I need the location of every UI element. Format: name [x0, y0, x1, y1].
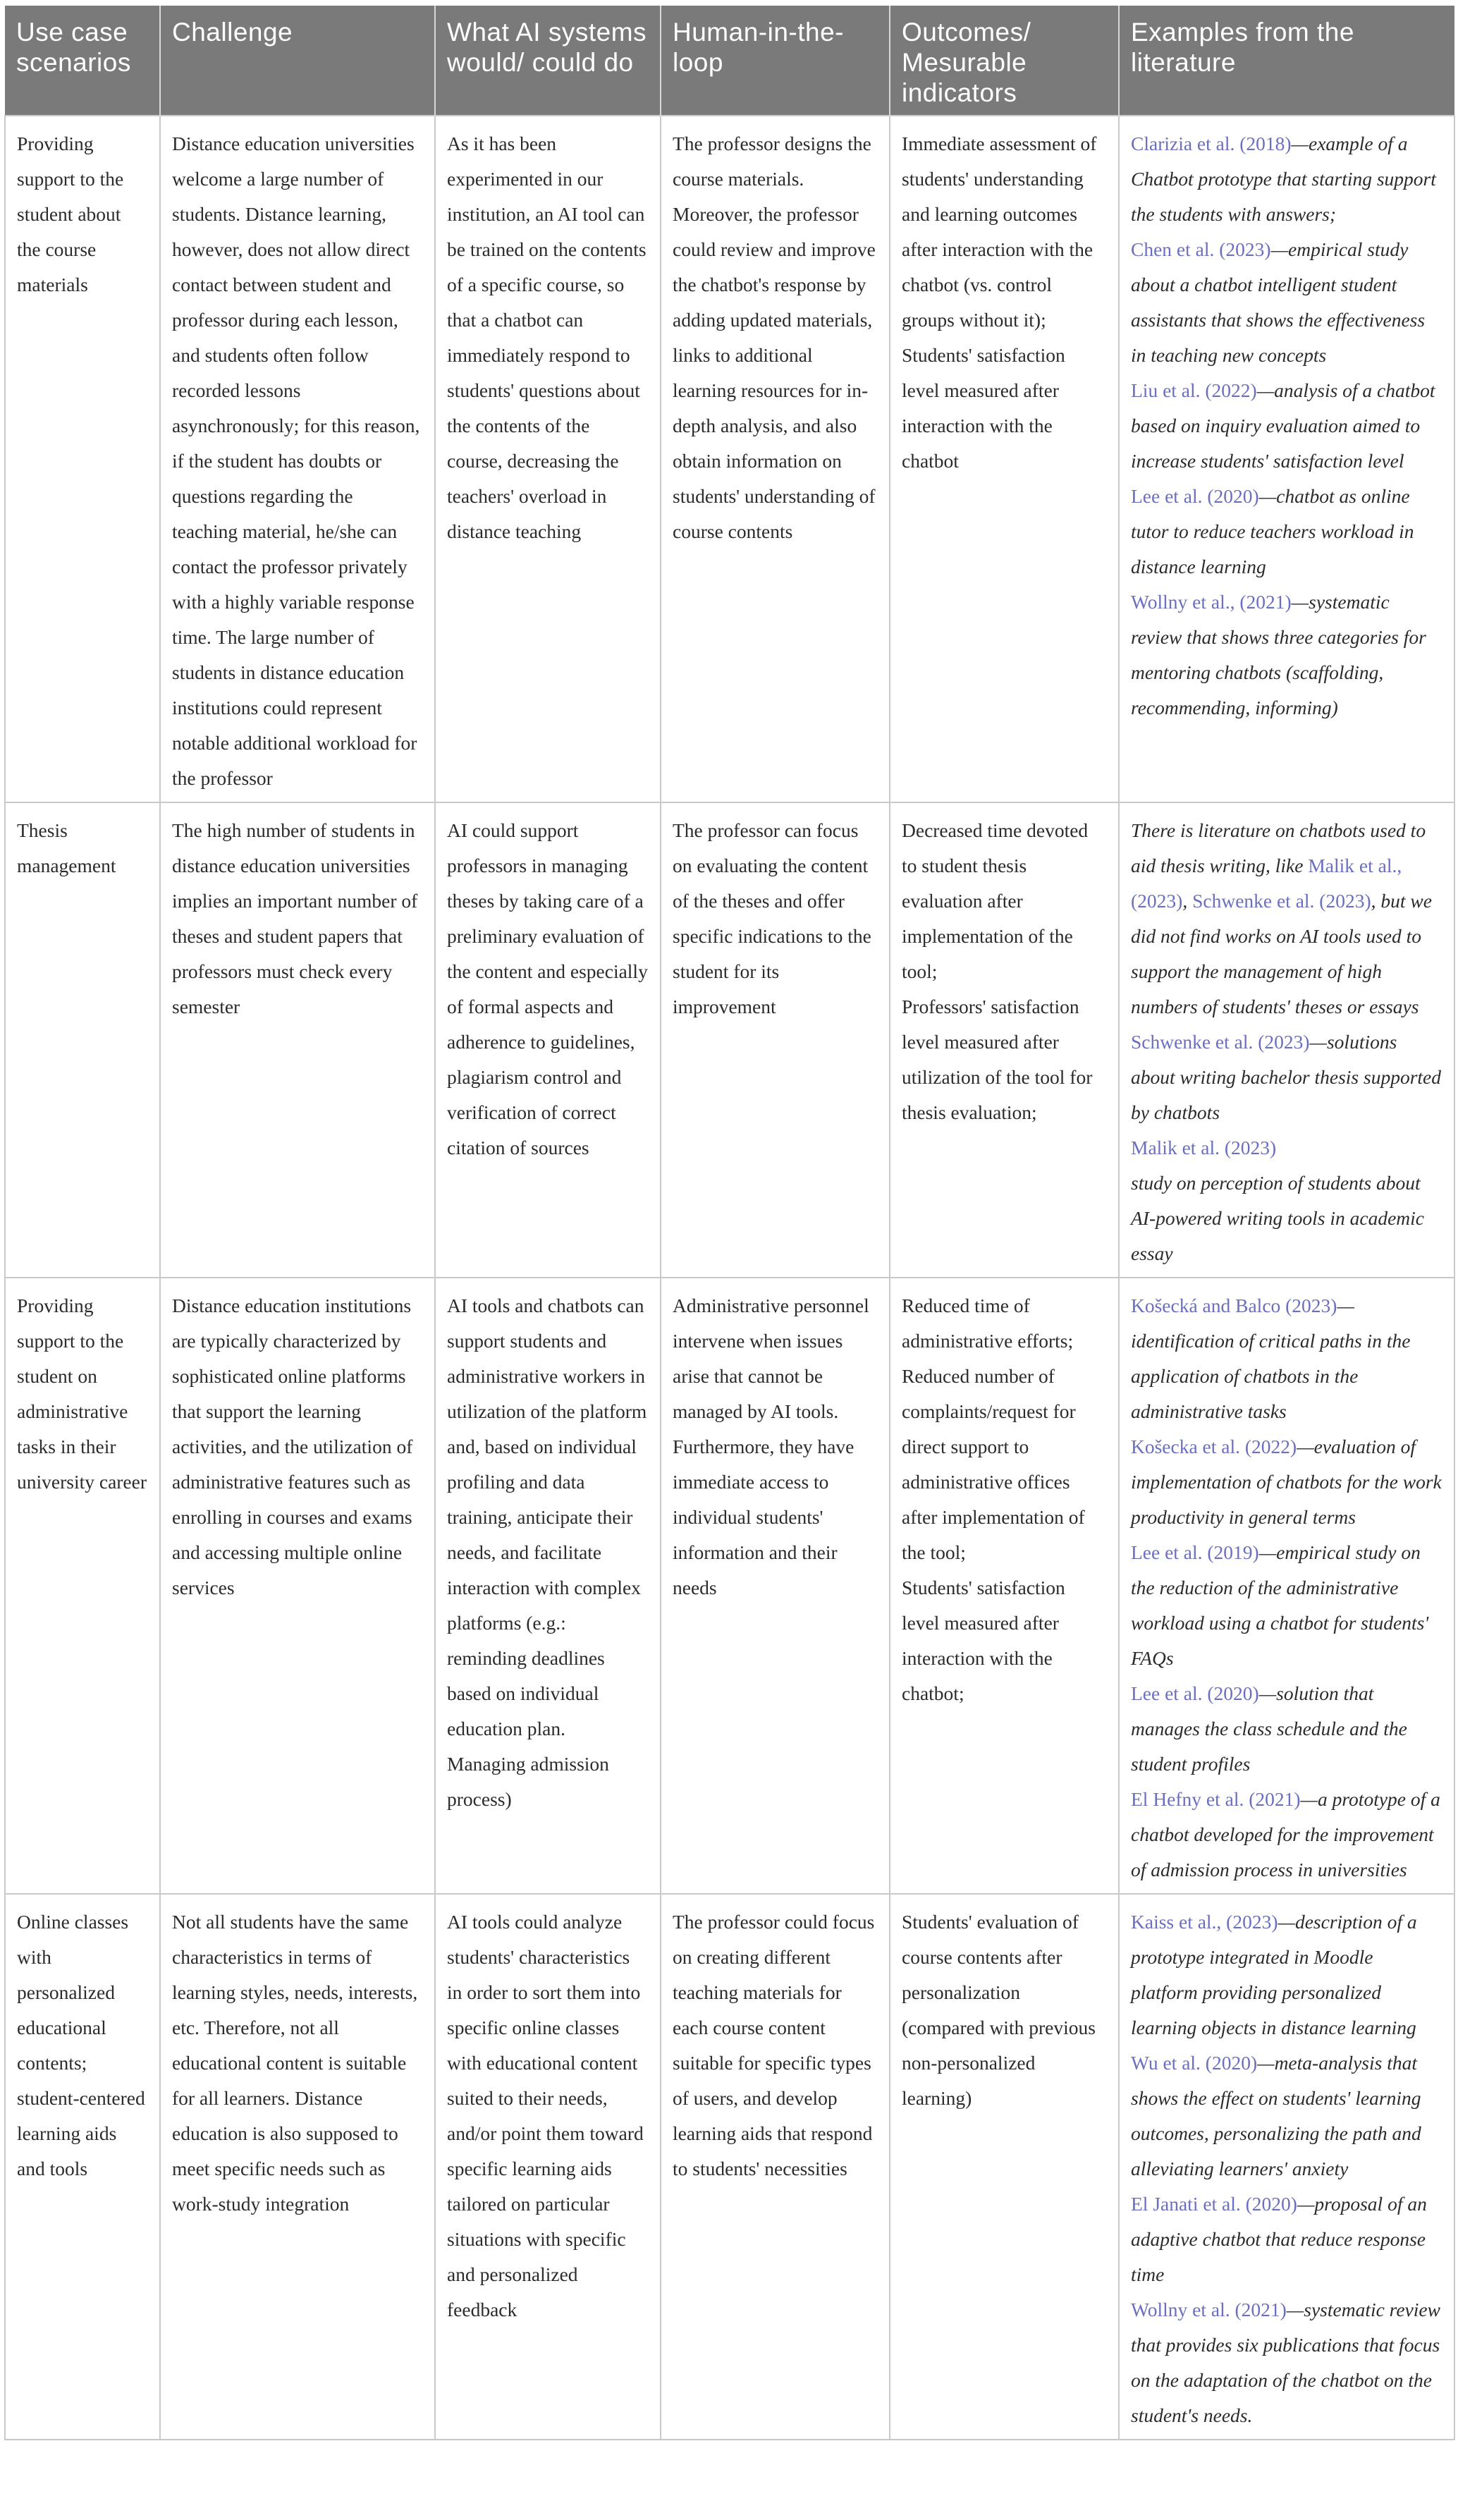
example-description: —evaluation of implementation of chatbots for the work productivity in general terms	[1131, 1436, 1442, 1528]
reference-link[interactable]: Košecka et al. (2022)	[1131, 1436, 1297, 1457]
example-description: —systematic review that provides six publications that focus on the adaptation of the chatbot on the student's needs.	[1131, 2299, 1440, 2426]
reference-link[interactable]: Wu et al. (2020)	[1131, 2052, 1258, 2074]
reference-link[interactable]: Košecká and Balco (2023)	[1131, 1295, 1337, 1316]
example-description: —empirical study on the reduction of the administrative workload using a chatbot for students' FAQs	[1131, 1541, 1429, 1669]
reference-link[interactable]: Chen et al. (2023)	[1131, 238, 1271, 260]
example-description: —systematic review that shows three categories for mentoring chatbots (scaffolding, recommending, informing)	[1131, 591, 1426, 718]
example-description: —proposal of an adaptive chatbot that reduce response time	[1131, 2193, 1427, 2285]
header-row	[5, 6, 1454, 116]
human-cell: The professor can focus on evaluating the content of the theses and offer specific indications to the student for its improvement	[661, 802, 890, 1278]
example-description: —analysis of a chatbot based on inquiry evaluation aimed to increase students' satisfaction level	[1131, 379, 1435, 472]
example-description: —a prototype of a chatbot developed for the improvement of admission process in universities	[1131, 1788, 1440, 1880]
human-cell: Administrative personnel intervene when issues arise that cannot be managed by AI tools. Furthermore, they have immediate access to individual students' information and their needs	[661, 1278, 890, 1894]
use-case-table	[4, 6, 1455, 2440]
example-item	[1131, 1535, 1442, 1676]
outcome-item: Students' satisfaction level measured after interaction with the chatbot;	[902, 1577, 1065, 1704]
outcomes-cell	[890, 802, 1119, 1278]
example-item	[1131, 126, 1442, 232]
intro-separator: ,	[1182, 890, 1193, 912]
example-item	[1131, 2186, 1442, 2292]
human-cell: The professor designs the course materials. Moreover, the professor could review and improve the chatbot's response by adding updated materials, links to additional learning resources for in-depth analysis, and also obtain information on students' understanding of course contents	[661, 116, 890, 802]
reference-link[interactable]: Wollny et al., (2021)	[1131, 591, 1292, 613]
header-use-case: Use case scenarios	[5, 6, 160, 116]
scenario-cell: Thesis management	[5, 802, 160, 1278]
example-item	[1131, 1288, 1442, 1429]
example-description: —description of a prototype integrated in Moodle platform providing personalized learning objects in distance learning	[1131, 1911, 1417, 2038]
intro-text: There is literature on chatbots used to aid thesis writing, like	[1131, 819, 1426, 876]
example-item	[1131, 373, 1442, 479]
reference-link[interactable]: Wollny et al. (2021)	[1131, 2299, 1287, 2320]
human-cell: The professor could focus on creating different teaching materials for each course content suitable for specific types of users, and develop learning aids that respond to students' necessities	[661, 1894, 890, 2440]
example-item	[1131, 1429, 1442, 1535]
example-item	[1131, 1782, 1442, 1888]
challenge-cell: Distance education institutions are typically characterized by sophisticated online platforms that support the learning activities, and the utilization of administrative features such as enrolling in courses and exams and accessing multiple online services	[160, 1278, 435, 1894]
example-description: —example of a Chatbot prototype that starting support the students with answers;	[1131, 133, 1436, 225]
reference-link[interactable]: Lee et al. (2020)	[1131, 1682, 1259, 1704]
outcome-item: Students' evaluation of course contents after personalization (compared with previous non-personalized learning)	[902, 1911, 1096, 2109]
table-row	[5, 802, 1454, 1278]
reference-link[interactable]: Malik et al. (2023)	[1131, 1137, 1277, 1158]
reference-link[interactable]: Liu et al. (2022)	[1131, 379, 1257, 401]
ai-cell: AI tools and chatbots can support students and administrative workers in utilization of the platform and, based on individual profiling and data training, anticipate their needs, and facilitate interaction with complex platforms (e.g.: reminding deadlines based on individual education plan. Managing admission process)	[435, 1278, 661, 1894]
example-item	[1131, 585, 1442, 726]
example-description: —meta-analysis that shows the effect on students' learning outcomes, personalizing the path and alleviating learners' anxiety	[1131, 2052, 1421, 2179]
examples-cell	[1119, 802, 1454, 1278]
reference-link[interactable]: El Hefny et al. (2021)	[1131, 1788, 1301, 1810]
example-description: —solutions about writing bachelor thesis supported by chatbots	[1131, 1031, 1441, 1123]
challenge-cell: Distance education universities welcome a large number of students. Distance learning, however, does not allow direct contact between student and professor during each lesson, and students often follow recorded lessons asynchronously; for this reason, if the student has doubts or questions regarding the teaching material, he/she can contact the professor privately with a highly variable response time. The large number of students in distance education institutions could represent notable additional workload for the professor	[160, 116, 435, 802]
outcome-item: Immediate assessment of students' understanding and learning outcomes after interaction with the chatbot (vs. control groups without it);	[902, 133, 1097, 331]
example-item	[1131, 1676, 1442, 1782]
intro-text: , but we did not find works on AI tools used to support the management of high numbers of students' theses or essays	[1131, 890, 1432, 1017]
example-description: —solution that manages the class schedule and the student profiles	[1131, 1682, 1407, 1775]
reference-link[interactable]: Schwenke et al. (2023)	[1131, 1031, 1310, 1053]
example-item	[1131, 2292, 1442, 2433]
example-description: —identification of critical paths in the application of chatbots in the administrative tasks	[1131, 1295, 1411, 1422]
scenario-cell: Providing support to the student on administrative tasks in their university career	[5, 1278, 160, 1894]
challenge-cell: Not all students have the same characteristics in terms of learning styles, needs, interests, etc. Therefore, not all educational content is suitable for all learners. Distance education is also supposed to meet specific needs such as work-study integration	[160, 1894, 435, 2440]
example-item	[1131, 2045, 1442, 2186]
example-item	[1131, 479, 1442, 585]
outcome-item: Reduced number of complaints/request for direct support to administrative offices after implementation of the tool;	[902, 1365, 1085, 1563]
reference-link[interactable]: Kaiss et al., (2023)	[1131, 1911, 1278, 1933]
example-item	[1131, 1024, 1442, 1130]
example-description: study on perception of students about AI-powered writing tools in academic essay	[1131, 1172, 1425, 1264]
header-human-in-the-loop: Human-in-the-loop	[661, 6, 890, 116]
table-row	[5, 1278, 1454, 1894]
ai-cell: AI could support professors in managing theses by taking care of a preliminary evaluation of the content and especially of formal aspects and adherence to guidelines, plagiarism control and verification of correct citation of sources	[435, 802, 661, 1278]
scenario-cell: Online classes with personalized educational contents; student-centered learning aids and tools	[5, 1894, 160, 2440]
outcome-item: Reduced time of administrative efforts;	[902, 1295, 1074, 1352]
reference-link[interactable]: Malik et al., (2023)	[1131, 855, 1402, 912]
examples-cell	[1119, 116, 1454, 802]
outcome-item: Professors' satisfaction level measured after utilization of the tool for thesis evaluation;	[902, 996, 1093, 1123]
reference-link[interactable]: Clarizia et al. (2018)	[1131, 133, 1292, 154]
header-outcomes: Outcomes/ Mesurable indicators	[890, 6, 1119, 116]
outcomes-cell	[890, 116, 1119, 802]
header-examples: Examples from the literature	[1119, 6, 1454, 116]
ai-cell: AI tools could analyze students' characteristics in order to sort them into specific online classes with educational content suited to their needs, and/or point them toward specific learning aids tailored on particular situations with specific and personalized feedback	[435, 1894, 661, 2440]
examples-cell	[1119, 1278, 1454, 1894]
reference-link[interactable]: Schwenke et al. (2023)	[1192, 890, 1371, 912]
scenario-cell: Providing support to the student about the course materials	[5, 116, 160, 802]
example-intro	[1131, 813, 1442, 1024]
table-row	[5, 1894, 1454, 2440]
table-row	[5, 116, 1454, 802]
examples-cell	[1119, 1894, 1454, 2440]
header-challenge: Challenge	[160, 6, 435, 116]
challenge-cell: The high number of students in distance education universities implies an important number of theses and student papers that professors must check every semester	[160, 802, 435, 1278]
example-description: —chatbot as online tutor to reduce teachers workload in distance learning	[1131, 485, 1414, 577]
example-item	[1131, 1130, 1442, 1271]
example-description: —empirical study about a chatbot intelligent student assistants that shows the effectiveness in teaching new concepts	[1131, 238, 1426, 366]
reference-link[interactable]: Lee et al. (2020)	[1131, 485, 1259, 507]
outcomes-cell	[890, 1894, 1119, 2440]
outcome-item: Students' satisfaction level measured after interaction with the chatbot	[902, 344, 1065, 472]
reference-link[interactable]: El Janati et al. (2020)	[1131, 2193, 1297, 2215]
header-ai-systems: What AI systems would/ could do	[435, 6, 661, 116]
example-item	[1131, 232, 1442, 373]
ai-cell: As it has been experimented in our institution, an AI tool can be trained on the contents of a specific course, so that a chatbot can immediately respond to students' questions about the contents of the course, decreasing the teachers' overload in distance teaching	[435, 116, 661, 802]
reference-link[interactable]: Lee et al. (2019)	[1131, 1541, 1259, 1563]
outcome-item: Decreased time devoted to student thesis evaluation after implementation of the tool;	[902, 819, 1089, 982]
outcomes-cell	[890, 1278, 1119, 1894]
example-item	[1131, 1904, 1442, 2045]
